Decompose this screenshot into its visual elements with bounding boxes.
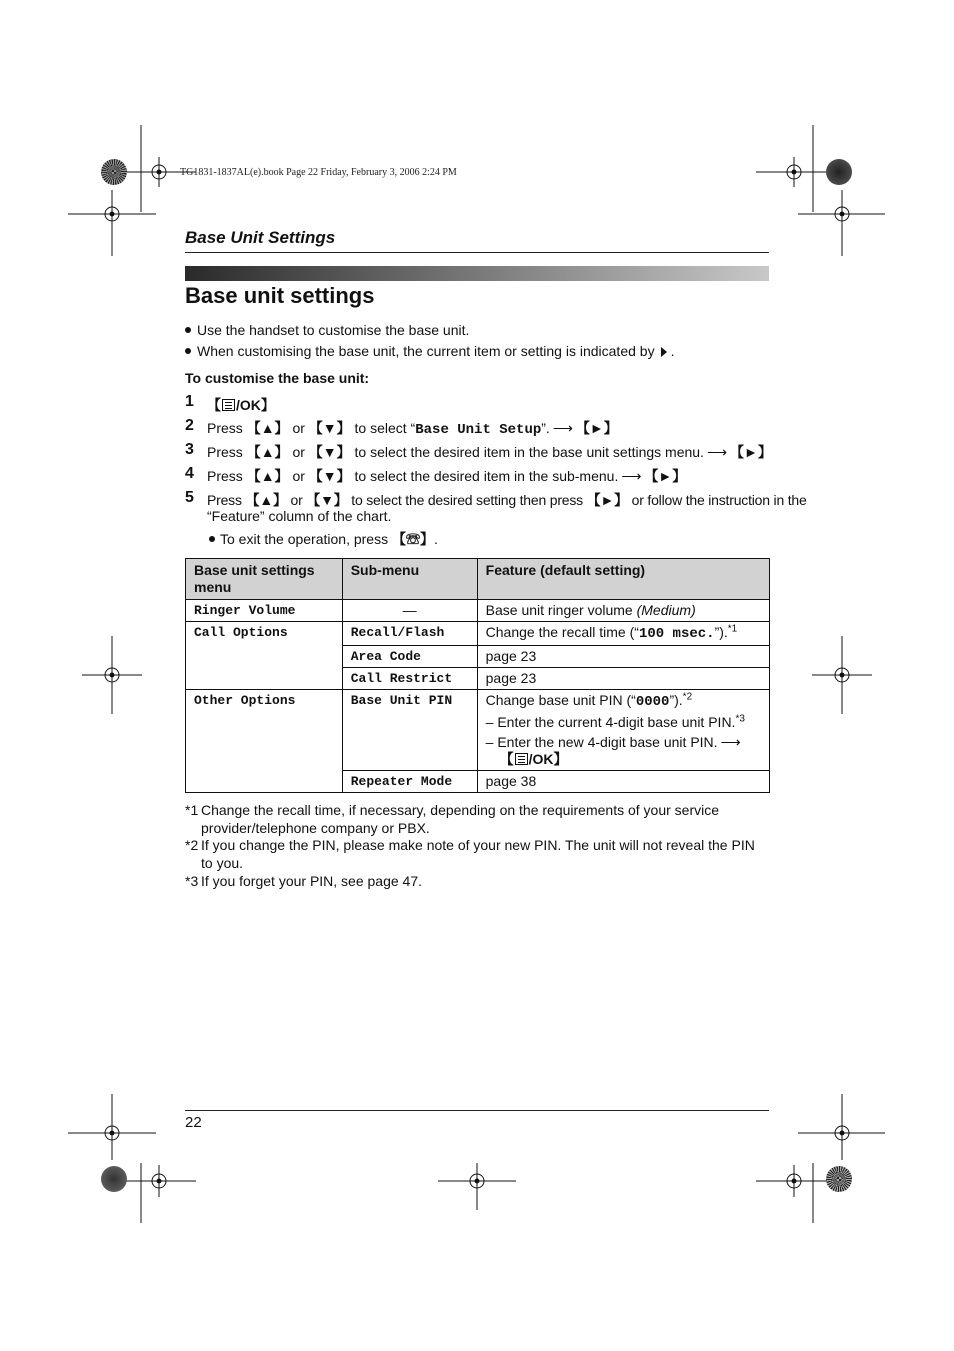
bullet-icon [185, 327, 191, 333]
table-header-row [186, 559, 770, 600]
arrow-icon: ⟶ [706, 444, 728, 460]
feature-cell: Change the recall time (“100 msec.”).$^{*1}$ [477, 622, 769, 646]
arrow-icon: ⟶ [720, 734, 741, 750]
menu-key-icon [515, 753, 528, 765]
step-5-continuation: “Feature” column of the chart. [207, 508, 392, 524]
step-number: 4 [185, 465, 194, 482]
header-rule [185, 252, 769, 253]
submenu-cell: Recall/Flash [342, 622, 477, 646]
step-2-text: Press 【▲】 or 【▼】 to select “Base Unit Setup”. ⟶ 【►】 [207, 420, 618, 438]
right-triangle-icon [661, 347, 667, 357]
footnote: *1 Change the recall time, if necessary, depending on the requirements of your service provider/telephone company or PBX. [185, 802, 720, 836]
step-number: 1 [185, 393, 194, 410]
bullet-icon [209, 536, 215, 542]
intro-bullet: When customising the base unit, the current item or setting is indicated by . [185, 343, 674, 359]
menu-cell: Call Options [186, 622, 343, 690]
feature-cell: page 23 [477, 668, 769, 690]
submenu-cell: Call Restrict [342, 668, 477, 690]
submenu-cell: Area Code [342, 646, 477, 668]
submenu-cell: Repeater Mode [342, 771, 477, 793]
settings-table [185, 558, 770, 793]
step-number: 5 [185, 489, 194, 506]
feature-cell: page 38 [477, 771, 769, 793]
step-4-text: Press 【▲】 or 【▼】 to select the desired item in the sub-menu. ⟶ 【►】 [207, 468, 687, 484]
submenu-cell: Base Unit PIN [342, 690, 477, 771]
footer-rule [185, 1110, 769, 1111]
color-target-bottom-right [826, 1166, 852, 1192]
intro-bullet: Use the handset to customise the base unit. [185, 322, 469, 338]
arrow-icon: ⟶ [552, 420, 573, 436]
page-number: 22 [185, 1114, 202, 1131]
section-header: Base Unit Settings [185, 228, 336, 247]
table-row [186, 690, 770, 771]
exit-instruction: To exit the operation, press 【☏】. [209, 529, 438, 549]
footnote: *2 If you change the PIN, please make note of your new PIN. The unit will not reveal the PIN to you. [185, 837, 755, 871]
feature-cell: page 23 [477, 646, 769, 668]
step-3-text: Press 【▲】 or 【▼】 to select the desired item in the base unit settings menu. ⟶ 【►】 [207, 444, 772, 460]
table-row [186, 600, 770, 622]
procedure-heading: To customise the base unit: [185, 370, 370, 386]
footnote-ref: *2 [682, 691, 693, 703]
color-target-top-left [101, 159, 127, 185]
footnote-ref: *1 [727, 623, 738, 635]
bullet-icon [185, 348, 191, 354]
menu-cell: Ringer Volume [186, 600, 343, 622]
feature-cell: Change base unit PIN (“0000”).$^{*2}$ – Enter the current 4-digit base unit PIN.$^{*3}$ – Enter the new 4-digit base unit PIN. ⟶ 【 /OK】 [477, 690, 769, 771]
step-5-text: Press 【▲】 or 【▼】 to select the desired setting then press 【►】 or follow the instruction in the [207, 492, 807, 508]
submenu-cell: — [342, 600, 477, 622]
column-header: Sub-menu [342, 559, 477, 600]
color-target-top-right [826, 159, 852, 185]
column-header: Feature (default setting) [477, 559, 769, 600]
table-row [186, 622, 770, 646]
feature-cell: Base unit ringer volume (Medium) [477, 600, 769, 622]
column-header: Base unit settings menu [186, 559, 343, 600]
off-key-icon: ☏ [406, 531, 420, 547]
title-gradient-bar [185, 266, 769, 281]
step-number: 3 [185, 441, 194, 458]
footnote: *3 If you forget your PIN, see page 47. [185, 873, 423, 889]
step-1-text: 【 /OK】 [207, 397, 275, 413]
color-target-bottom-left [101, 1166, 127, 1192]
menu-key-icon [222, 399, 235, 411]
page-title: Base unit settings [185, 283, 375, 308]
menu-cell: Other Options [186, 690, 343, 793]
step-number: 2 [185, 417, 194, 434]
print-header: TG1831-1837AL(e).book Page 22 Friday, February 3, 2006 2:24 PM [180, 167, 457, 178]
footnote-ref: *3 [735, 713, 745, 725]
arrow-icon: ⟶ [621, 468, 642, 484]
